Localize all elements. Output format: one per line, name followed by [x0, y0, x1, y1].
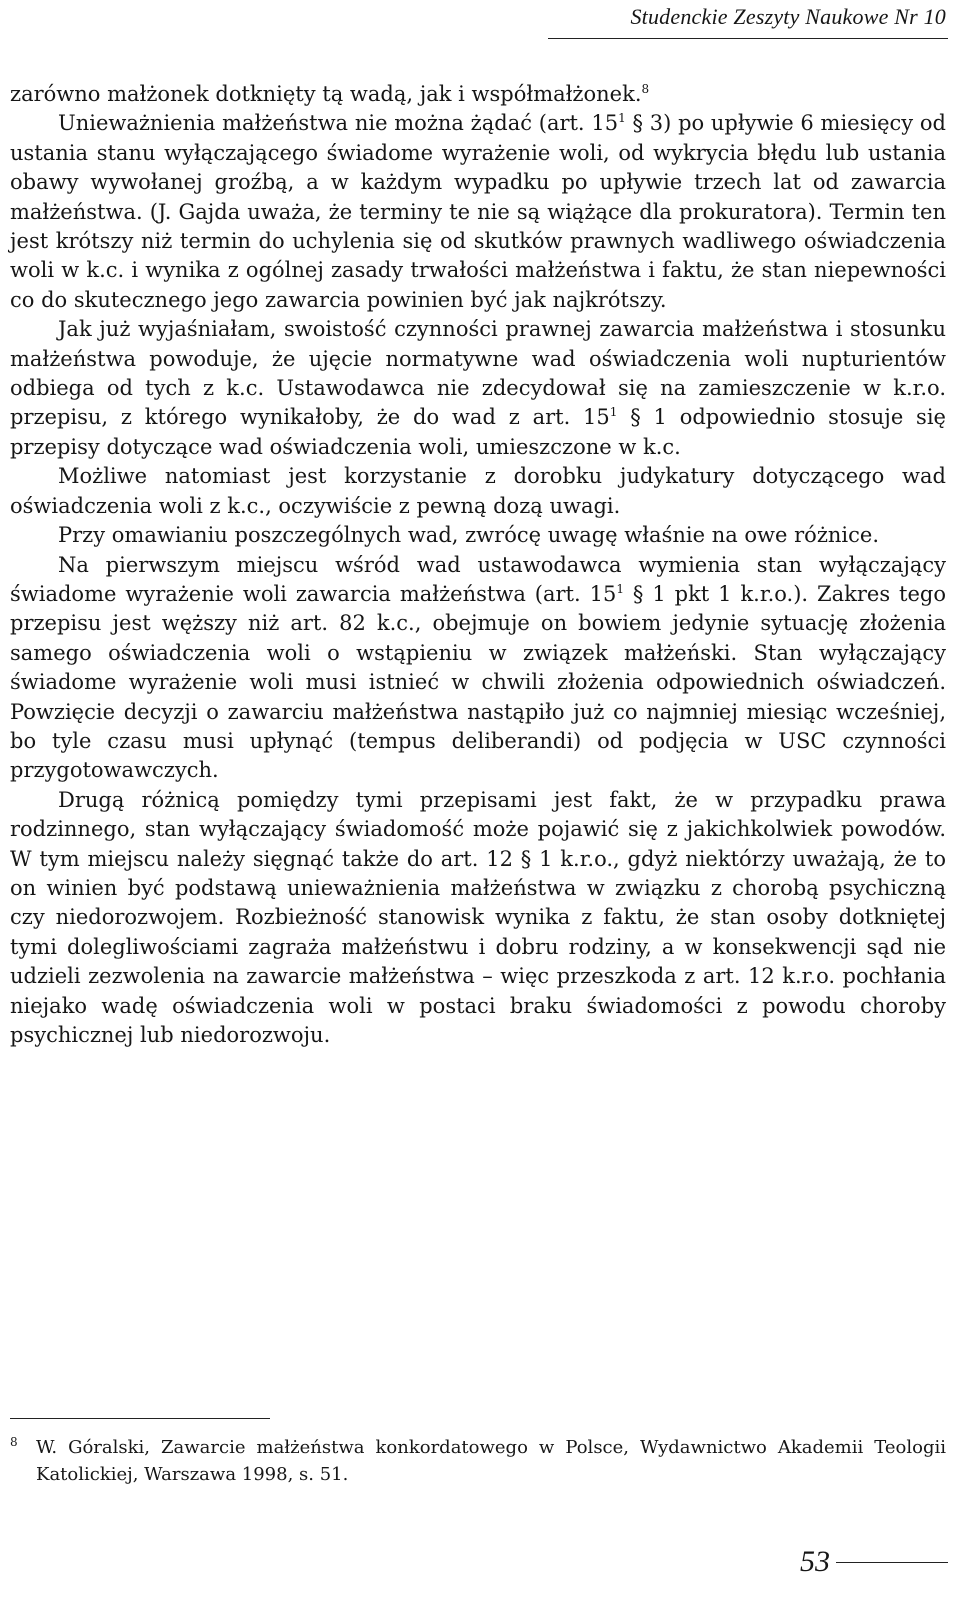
footnote — [10, 1434, 946, 1488]
main-text — [10, 80, 946, 1050]
paragraph-text: Na pierwszym miejscu wśród wad ustawodawca wymienia stan wyłączający świadome wyrażenie woli zawarcia małżeństwa (art. 15 — [10, 552, 946, 606]
paragraph — [10, 109, 946, 315]
paragraph: Drugą różnicą pomiędzy tymi przepisami jest fakt, że w przypadku prawa rodzinnego, stan wyłączający świadomość może pojawić się z jakichkolwiek powodów. W tym miejscu należy sięgnąć także do art. 12 § 1 k.r.o., gdyż niektórzy uważają, że to on winien być podstawą unieważnienia małżeństwa w związku z chorobą psychiczną czy niedorozwojem. Rozbieżność stanowisk wynika z faktu, że stan osoby dotkniętej tymi dolegliwościami zagraża małżeństwu i dobru rodziny, a w konsekwencji sąd nie udzieli zezwolenia na zawarcie małżeństwa – więc przeszkoda z art. 12 k.r.o. pochłania niejako wadę oświadczenia woli w postaci braku świadomości z powodu choroby psychicznej lub niedorozwoju. — [10, 787, 946, 1047]
footnote-text: W. Góralski, Zawarcie małżeństwa konkordatowego w Polsce, Wydawnictwo Akademii Teologii Katolickiej, Warszawa 1998, s. 51. — [36, 1437, 946, 1485]
paragraph-text: Jak już wyjaśniałam, swoistość czynności prawnej zawarcia małżeństwa i stosunku małżeństwa powoduje, że ujęcie normatywne wad oświadczenia woli nupturientów odbiega od tych z k.c. Ustawodawca nie zdecydował się na zamieszczenie w k.r.o. przepisu, z którego wynikałoby, że do wad z art. 15 — [10, 317, 946, 430]
paragraph-text: zarówno małżonek dotknięty tą wadą, jak i współmałżonek. — [10, 82, 642, 106]
paragraph: Możliwe natomiast jest korzystanie z dorobku judykatury dotyczącego wad oświadczenia woli z k.c., oczywiście z pewną dozą uwagi. — [10, 464, 946, 518]
header-rule — [548, 38, 948, 39]
page-number: 53 — [800, 1545, 830, 1578]
page-footer — [800, 1545, 948, 1579]
paragraph: Przy omawianiu poszczególnych wad, zwrócę uwagę właśnie na owe różnice. — [58, 523, 879, 548]
footnote-reference: 8 — [641, 82, 650, 96]
paragraph-text: § 1 pkt 1 k.r.o.). Zakres tego przepisu jest węższy niż art. 82 k.c., obejmuje on bowiem jedynie sytuację złożenia samego oświadczenia woli o wstąpieniu w związek małżeński. Stan wyłączający świadome wyrażenie woli musi istnieć w chwili złożenia odpowiednich oświadczeń. Powzięcie decyzji o zawarciu małżeństwa nastąpiło już co najmniej miesiąc wcześniej, bo tyle czasu musi upłynąć (tempus deliberandi) od podjęcia w USC czynności przygotowawczych. — [10, 581, 946, 783]
paragraph-text: § 1 odpowiednio stosuje się przepisy dotyczące wad oświadczenia woli, umieszczone w k.c. — [10, 405, 946, 459]
footnote-number: 8 — [10, 1435, 18, 1449]
superscript: 1 — [609, 405, 618, 420]
footer-rule — [836, 1562, 948, 1563]
superscript: 1 — [618, 111, 626, 126]
running-head: Studenckie Zeszyty Naukowe Nr 10 — [630, 4, 946, 29]
footnote-marker — [10, 1434, 36, 1461]
paragraph — [10, 80, 946, 109]
paragraph — [10, 551, 946, 786]
paragraph-text: § 3) po upływie 6 miesięcy od ustania stanu wyłączającego świadome wyrażenie woli, od wykrycia błędu lub ustania obawy wywołanej groźbą, a w każdym wypadku po upływie trzech lat od zawarcia małżeństwa. (J. Gajda uważa, że terminy te nie są wiążące dla prokuratora). Termin ten jest krótszy niż termin do uchylenia się od skutków prawnych wadliwego oświadczenia woli w k.c. i wynika z ogólnej zasady trwałości małżeństwa i faktu, że stan niepewności co do skutecznego jego zawarcia powinien być jak najkrótszy. — [10, 111, 946, 312]
paragraph-text: Unieważnienia małżeństwa nie można żądać (art. 15 — [58, 111, 619, 136]
superscript: 1 — [616, 581, 624, 596]
footnote-rule — [10, 1418, 270, 1419]
paragraph — [10, 315, 946, 462]
